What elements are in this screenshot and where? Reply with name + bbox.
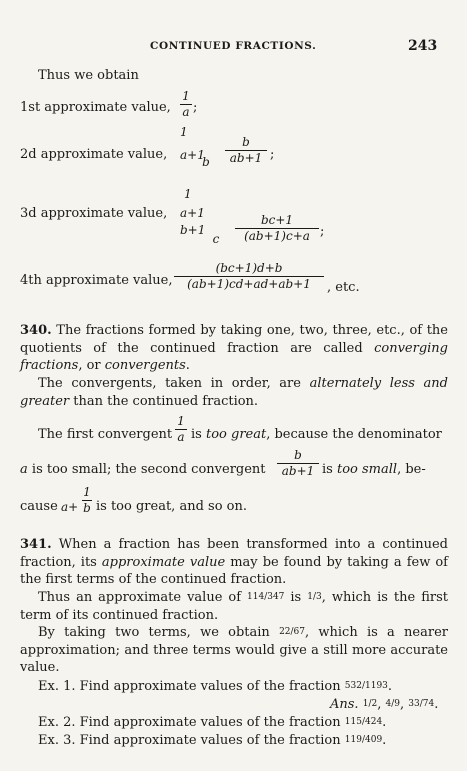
running-title: CONTINUED FRACTIONS.	[150, 40, 317, 52]
exercise-3: Ex. 3. Find approximate values of the fraction 119/409.	[38, 733, 387, 748]
page-number: 243	[408, 38, 438, 54]
section-341-para-3: By taking two terms, we obtain 22/67, which is a nearer approximation; and three terms would give a still more accurate value.	[20, 625, 448, 675]
approx-4-fraction: (bc+1)d+b (ab+1)cd+ad+ab+1	[174, 262, 324, 291]
exercise-1-answer: Ans. 1/2, 4/9, 33/74.	[330, 697, 439, 712]
approx-2-label: 2d approximate value,	[20, 147, 168, 162]
approx-1-label: 1st approximate value,	[20, 100, 171, 115]
approx-4-label: 4th approximate value,	[20, 273, 173, 288]
intro-line: Thus we obtain	[38, 68, 139, 83]
section-341-para-2: Thus an approximate value of 114/347 is 1/3, which is the first term of its continued fraction.	[20, 590, 448, 623]
page-header	[0, 40, 467, 56]
section-341-para-1: 341. When a fraction has been transformed into a continued fraction, its approximate value may be found by taking a few of the first terms of the continued fraction.	[20, 537, 448, 587]
approx-3-label: 3d approximate value,	[20, 206, 168, 221]
section-340-para-1: 340. The fractions formed by taking one, two, three, etc., of the quotients of the continued fraction are called converging fractions, or convergents.	[20, 323, 448, 373]
approx-2-fraction: b ab+1	[225, 136, 267, 165]
book-page: CONTINUED FRACTIONS. 243 Thus we obtain 1st approximate value, 1 a ; 2d approximate value, 1 a+1 b b ab+1 ; 3d approximate value, 1 a+1 b+1 c bc+1 (ab+1)c+a ; 4th approximate value, (bc+1)d+b (ab+1)cd+ad+ab+1 , etc. 340. The fractions formed by taking one, two, three, etc., of the quotients of the continued fraction are called converging fractions, or convergents. The convergents, taken in order, are alternately less and greater than the continued fraction. The first convergent 1 a is too great, because the denominator a is too small; the second convergent b ab+1 is too small, be- cause a+ 1 b is too great, and so on. 341. When a fraction has been transformed into a continued fraction, its approximate value may be found by taking a few of the first terms of the continued fraction. Thus an approximate value of 114/347 is 1/3, which is the first term of its continued fraction. By taking two terms, we obtain 22/67, which is a nearer approximation; and three terms would give a still more accurate value. Ex. 1. Find approximate values of the fraction 532/1193. Ans. 1/2, 4/9, 33/74. Ex. 2. Find approximate values of the fraction 115/424. Ex. 3. Find approximate values of the fraction 119/409.	[0, 0, 467, 771]
approx-1-fraction: 1 a	[180, 90, 192, 119]
exercise-2: Ex. 2. Find approximate values of the fraction 115/424.	[38, 715, 387, 730]
section-340-para-2: The convergents, taken in order, are alternately less and greater than the continued fraction.	[20, 376, 448, 409]
approx-3-fraction: bc+1 (ab+1)c+a	[235, 214, 319, 243]
exercise-1: Ex. 1. Find approximate values of the fraction 532/1193.	[38, 679, 393, 694]
